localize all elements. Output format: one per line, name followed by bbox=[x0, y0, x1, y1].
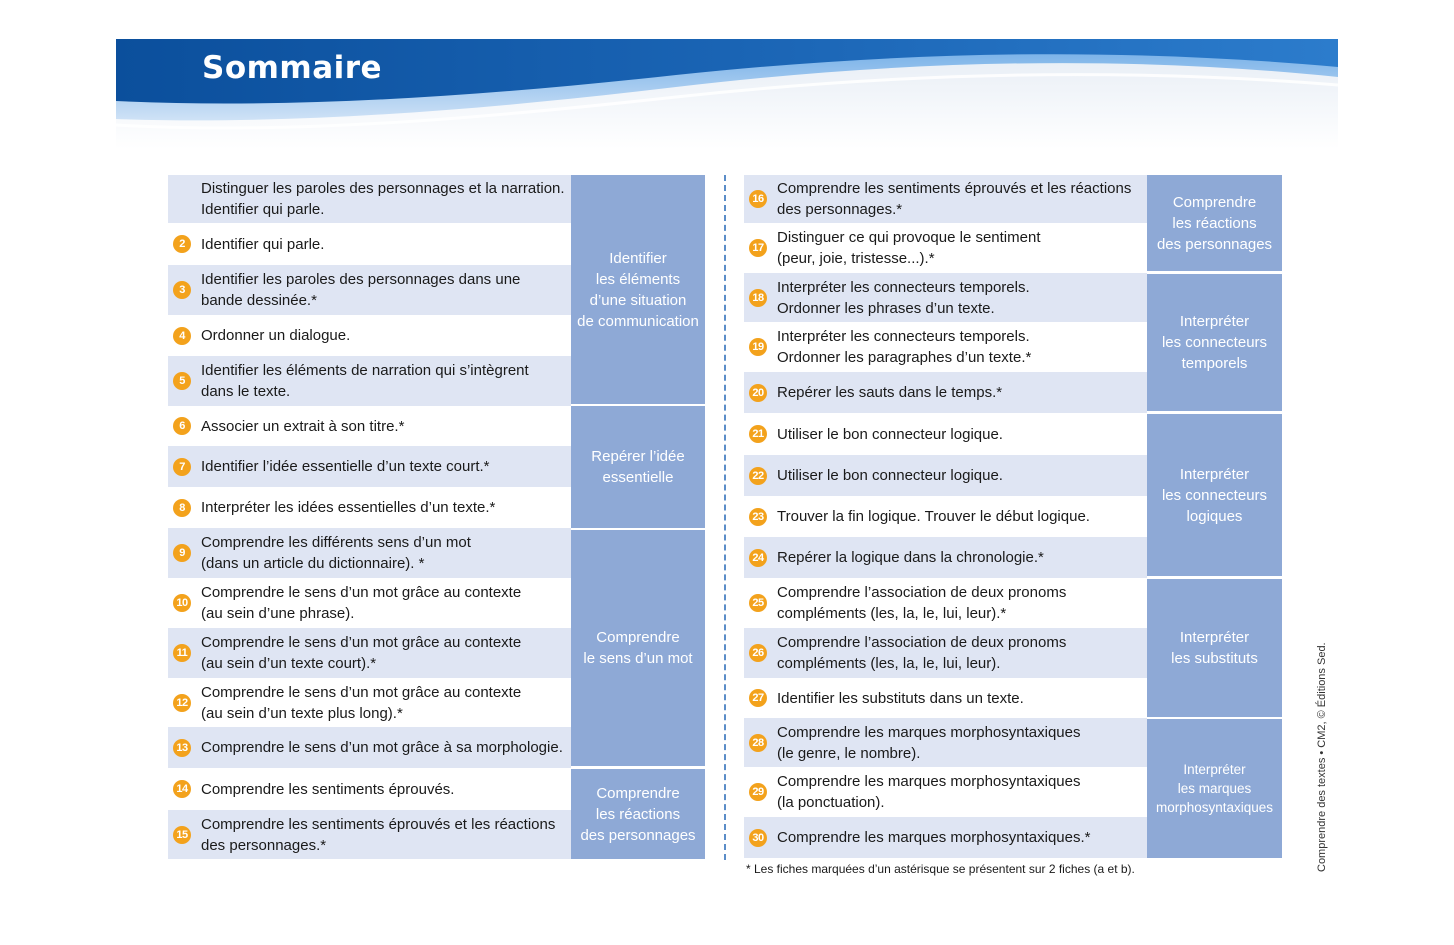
number-badge: 24 bbox=[749, 549, 767, 567]
toc-entry bbox=[744, 817, 1147, 858]
number-badge: 28 bbox=[749, 734, 767, 752]
number-badge: 7 bbox=[173, 458, 191, 476]
number-badge: 16 bbox=[749, 190, 767, 208]
number-badge: 21 bbox=[749, 425, 767, 443]
toc-entry bbox=[744, 537, 1147, 578]
toc-entry bbox=[168, 727, 571, 768]
entry-text: Comprendre le sens d’un mot grâce à sa morphologie. bbox=[201, 739, 563, 756]
toc-entry bbox=[168, 175, 571, 223]
entry-text: Ordonner un dialogue. bbox=[201, 327, 351, 344]
number-badge: 17 bbox=[749, 239, 767, 257]
entry-text: Utiliser le bon connecteur logique. bbox=[777, 467, 1003, 484]
toc-entry bbox=[168, 223, 571, 265]
number-badge: 4 bbox=[173, 327, 191, 345]
theme-label: Comprendre les réactions des personnages bbox=[571, 769, 705, 859]
number-badge: 25 bbox=[749, 594, 767, 612]
number-badge: 23 bbox=[749, 508, 767, 526]
number-badge: 22 bbox=[749, 467, 767, 485]
toc-entry bbox=[744, 678, 1147, 718]
toc-entry bbox=[168, 528, 571, 578]
theme-label: Comprendre les réactions des personnages bbox=[1147, 175, 1282, 271]
toc-entry bbox=[744, 223, 1147, 273]
entry-text: Utiliser le bon connecteur logique. bbox=[777, 425, 1003, 443]
number-badge: 13 bbox=[173, 739, 191, 757]
entry-text: Identifier les éléments de narration qui s’intègrent dans le texte. bbox=[201, 362, 529, 400]
toc-entry bbox=[744, 413, 1147, 455]
number-badge: 14 bbox=[173, 780, 191, 798]
number-badge: 5 bbox=[173, 372, 191, 390]
toc-entry bbox=[168, 678, 571, 727]
number-badge: 6 bbox=[173, 417, 191, 435]
entry-text: Comprendre les marques morphosyntaxiques (la ponctuation). bbox=[777, 773, 1081, 811]
toc-entry bbox=[168, 487, 571, 528]
number-badge: 12 bbox=[173, 694, 191, 712]
entry-text: Comprendre le sens d’un mot grâce au contexte (au sein d’un texte plus long).* bbox=[201, 683, 522, 722]
toc-entry bbox=[744, 455, 1147, 496]
entry-text: Identifier les substituts dans un texte. bbox=[777, 689, 1024, 707]
toc-entry bbox=[744, 496, 1147, 537]
entry-text: Comprendre l’association de deux pronoms compléments (les, la, le, lui, leur). bbox=[777, 634, 1067, 672]
number-badge: 20 bbox=[749, 384, 767, 402]
page-title: Sommaire bbox=[202, 50, 383, 86]
entry-text: Comprendre les différents sens d’un mot (dans un article du dictionnaire). * bbox=[201, 534, 471, 572]
entry-text: Distinguer les paroles des personnages et la narration. Identifier qui parle. bbox=[201, 180, 565, 218]
toc-entry bbox=[168, 628, 571, 678]
toc-entry bbox=[744, 578, 1147, 628]
toc-entry bbox=[168, 810, 571, 859]
entry-text: Associer un extrait à son titre.* bbox=[201, 417, 405, 435]
number-badge: 15 bbox=[173, 826, 191, 844]
theme-label: Identifier les éléments d’une situation de communication bbox=[571, 175, 705, 404]
number-badge: 30 bbox=[749, 829, 767, 847]
number-badge: 19 bbox=[749, 338, 767, 356]
number-badge: 10 bbox=[173, 594, 191, 612]
toc-entry bbox=[744, 372, 1147, 413]
entry-text: Comprendre les sentiments éprouvés et les réactions des personnages.* bbox=[777, 180, 1132, 218]
number-badge: 27 bbox=[749, 689, 767, 707]
number-badge: 9 bbox=[173, 544, 191, 562]
number-badge: 3 bbox=[173, 281, 191, 299]
entry-text: Distinguer ce qui provoque le sentiment (peur, joie, tristesse...).* bbox=[777, 229, 1041, 267]
number-badge: 26 bbox=[749, 644, 767, 662]
theme-label: Interpréter les connecteurs temporels bbox=[1147, 274, 1282, 411]
entry-text: Repérer la logique dans la chronologie.* bbox=[777, 549, 1044, 566]
column-divider bbox=[724, 175, 726, 860]
entry-text: Repérer les sauts dans le temps.* bbox=[777, 384, 1003, 401]
entry-text: Interpréter les connecteurs temporels. Ordonner les paragraphes d’un texte.* bbox=[777, 328, 1032, 366]
toc-entry bbox=[744, 628, 1147, 678]
number-badge: 2 bbox=[173, 235, 191, 253]
entry-text: Identifier les paroles des personnages dans une bande dessinée.* bbox=[201, 271, 521, 309]
number-badge: 11 bbox=[173, 644, 191, 662]
entry-text: Interpréter les connecteurs temporels. Ordonner les phrases d’un texte. bbox=[777, 278, 1030, 317]
toc-entry bbox=[744, 175, 1147, 223]
entry-text: Identifier l’idée essentielle d’un texte court.* bbox=[201, 458, 490, 475]
theme-label: Repérer l’idée essentielle bbox=[571, 406, 705, 528]
toc-entry bbox=[744, 322, 1147, 372]
entry-text: Comprendre les sentiments éprouvés. bbox=[201, 780, 455, 798]
entry-text: Comprendre l’association de deux pronoms compléments (les, la, le, lui, leur).* bbox=[777, 584, 1067, 622]
entry-text: Identifier qui parle. bbox=[201, 235, 325, 253]
number-badge: 8 bbox=[173, 499, 191, 517]
toc-entry bbox=[168, 406, 571, 446]
toc-entry bbox=[168, 315, 571, 356]
side-credit: Comprendre des textes • CM2, © Éditions Sed. bbox=[1316, 642, 1328, 872]
theme-label: Interpréter les substituts bbox=[1147, 579, 1282, 717]
entry-text: Comprendre les sentiments éprouvés et les réactions des personnages.* bbox=[201, 815, 556, 854]
number-badge: 18 bbox=[749, 289, 767, 307]
entry-text: Interpréter les idées essentielles d’un texte.* bbox=[201, 499, 496, 516]
toc-entry bbox=[168, 265, 571, 315]
toc-entry bbox=[168, 356, 571, 406]
theme-label: Comprendre le sens d’un mot bbox=[571, 530, 705, 766]
toc-entry bbox=[744, 767, 1147, 817]
entry-text: Comprendre les marques morphosyntaxiques (le genre, le nombre). bbox=[777, 723, 1081, 762]
number-badge: 29 bbox=[749, 783, 767, 801]
toc-entry bbox=[744, 273, 1147, 322]
toc-entry bbox=[168, 578, 571, 628]
footnote: * Les fiches marquées d’un astérisque se présentent sur 2 fiches (a et b). bbox=[746, 862, 1135, 876]
theme-label: Interpréter les marques morphosyntaxiques bbox=[1147, 719, 1282, 858]
toc-entry bbox=[168, 768, 571, 810]
entry-text: Trouver la fin logique. Trouver le début logique. bbox=[777, 508, 1090, 525]
entry-text: Comprendre le sens d’un mot grâce au contexte (au sein d’une phrase). bbox=[201, 584, 522, 622]
toc-entry bbox=[744, 718, 1147, 767]
toc-entry bbox=[168, 446, 571, 487]
theme-label: Interpréter les connecteurs logiques bbox=[1147, 414, 1282, 576]
entry-text: Comprendre le sens d’un mot grâce au contexte (au sein d’un texte court).* bbox=[201, 634, 522, 672]
entry-text: Comprendre les marques morphosyntaxiques.* bbox=[777, 829, 1091, 846]
